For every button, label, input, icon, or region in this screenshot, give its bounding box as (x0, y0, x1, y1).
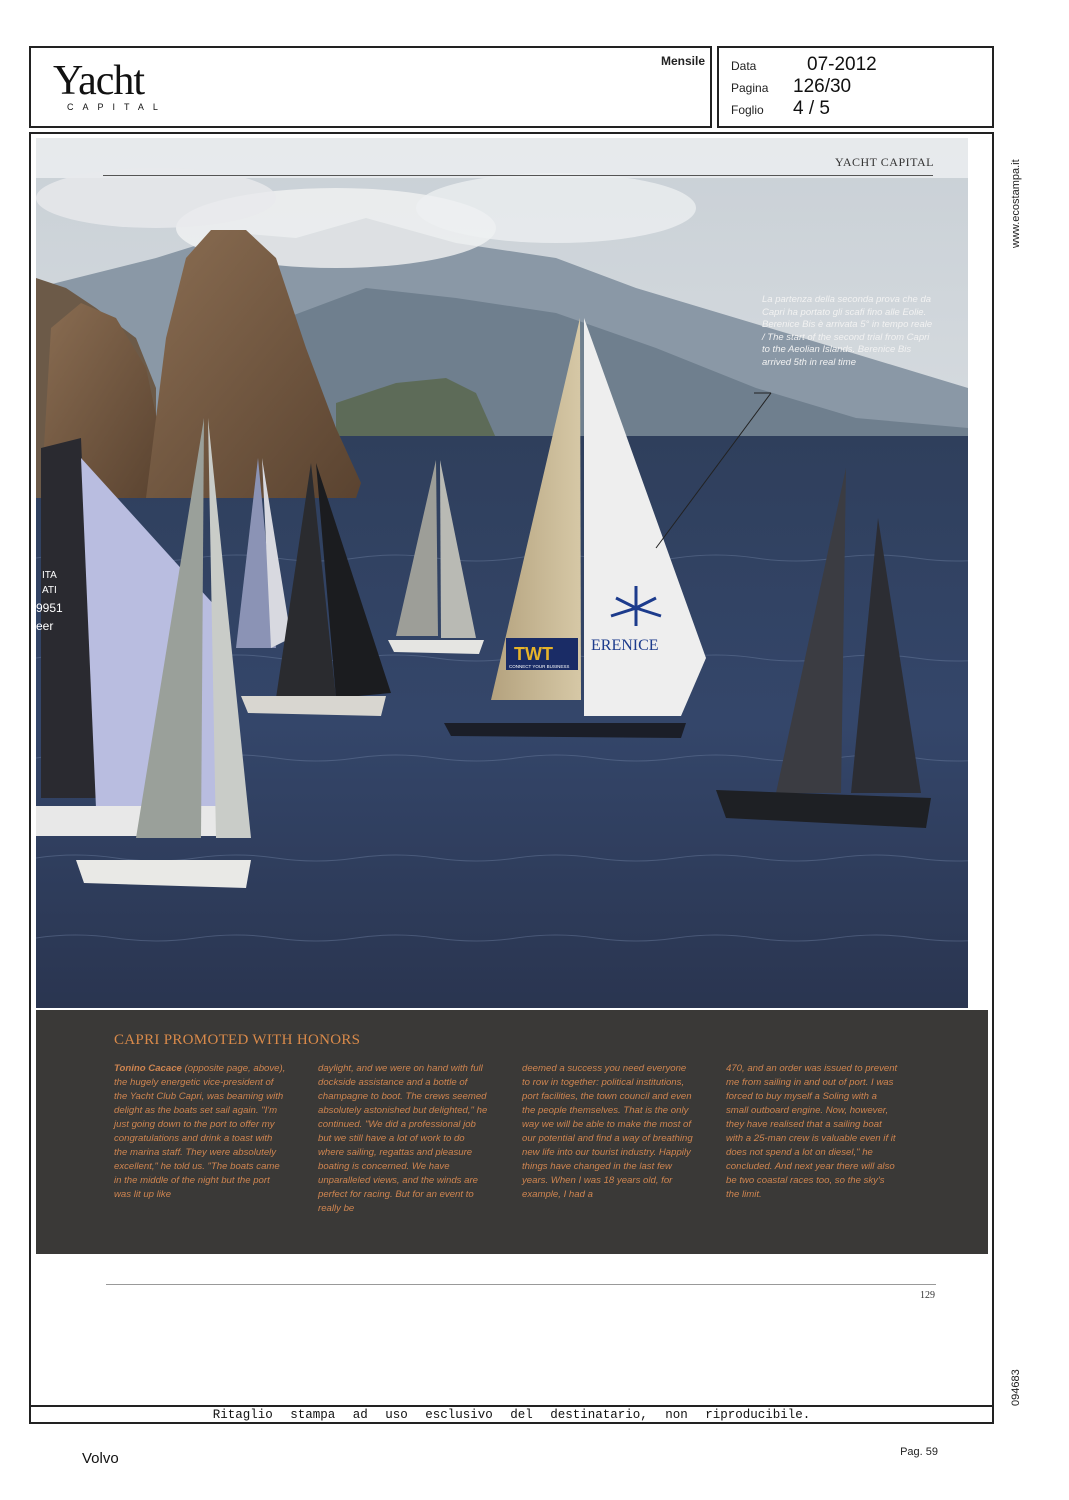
article-column-1 (114, 1062, 286, 1202)
twt-logo-text: TWT (514, 644, 553, 664)
photo-caption: La partenza della seconda prova che da Capri ha portato gli scafi fino alle Eolie. Berenice Bis è arrivata 5° in tempo reale / The start of the second trial from Capri to the Aeolian Islands. Berenice Bis arrived 5th in real time (762, 294, 933, 368)
yacht-capital-logo: Yacht (53, 58, 145, 104)
svg-text:ATI: ATI (42, 585, 57, 596)
header-masthead-box (29, 46, 712, 128)
sail-name-text: ERENICE (591, 637, 659, 654)
header-meta-box (717, 46, 994, 128)
meta-label: Pagina (731, 81, 769, 95)
meta-label: Foglio (731, 103, 764, 117)
periodicity-label: Mensile (660, 54, 705, 68)
running-head-title: YACHT CAPITAL (835, 155, 934, 169)
meta-value: 07-2012 (807, 54, 877, 75)
side-url: www.ecostampa.it (1010, 159, 1022, 248)
magazine-page-number: 129 (920, 1290, 935, 1301)
meta-row-sheet (731, 98, 830, 120)
section-title: CAPRI PROMOTED WITH HONORS (114, 1032, 361, 1048)
clipping-notice-box (29, 1405, 994, 1424)
footer-rule (106, 1284, 936, 1285)
article-column-2: daylight, and we were on hand with full dockside assistance and a bottle of champagne to boot. The crews seemed absolutely astonished but delighted," he continued. "We did a professional job but we still have a lot of work to do where sailing, regattas and pleasure boating is concerned. We have unparalleled views, and the winds are perfect for racing. But for an event to really be (318, 1063, 488, 1214)
meta-label: Data (731, 59, 757, 73)
clipping-notice: Ritaglio stampa ad uso esclusivo del destinatario, non riproducibile. (212, 1408, 811, 1422)
regatta-photo (36, 138, 968, 1008)
regatta-illustration (36, 138, 968, 1008)
twt-tagline-text: CONNECT YOUR BUSINESS (509, 664, 570, 669)
side-code: 094683 (1010, 1369, 1022, 1406)
article-column-3: deemed a success you need everyone to row in together: political institutions, port facilities, the town council and even the people themselves. That is the only way we will be able to make the most of our potential and find a way of breathing new life into our tourist industry. Happily things have changed in the last few years. When I was 18 years old, for example, I had a (522, 1063, 693, 1200)
logo-subtitle: CAPITAL (67, 102, 167, 112)
article-column-4: 470, and an order was issued to prevent me from sailing in and out of port. I was forced to buy myself a Soling with a small outboard engine. Now, however, they have realised that a sailing boat with a 25-man crew is valuable even if it does not spend a lot on diesel," he concluded. And next year there will also be two coastal races too, so the sky's the limit. (726, 1063, 898, 1200)
meta-row-page (731, 76, 851, 98)
svg-text:eer: eer (36, 619, 54, 633)
meta-value: 126/30 (793, 76, 852, 97)
meta-value: 4 / 5 (793, 98, 830, 119)
svg-text:9951: 9951 (36, 601, 63, 615)
lead-name: Tonino Cacace (114, 1063, 182, 1074)
svg-text:ITA: ITA (42, 570, 57, 581)
document-page-number: Pag. 59 (900, 1446, 938, 1458)
column-text: (opposite page, above), the hugely energetic vice-president of the Yacht Club Capri, was beaming with delight as the boats set sail again. "I'm just going down to the port to offer my congratulations and drink a toast with the marina staff. They were absolutely excellent," he told us. "The boats came in the middle of the night but the port was lit up like (114, 1063, 286, 1200)
running-head-rule (103, 175, 933, 176)
meta-row-date (731, 54, 877, 76)
client-name: Volvo (82, 1450, 119, 1467)
article-text-panel (36, 1010, 988, 1254)
